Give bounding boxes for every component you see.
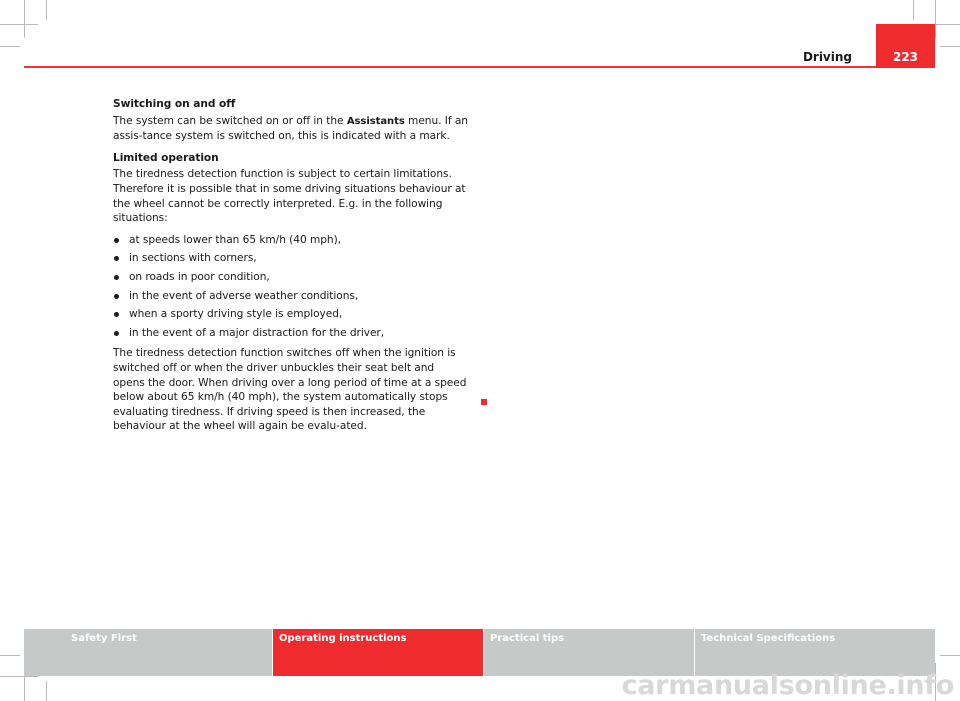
list-item: in the event of adverse weather conditions, bbox=[113, 289, 468, 304]
bullet-icon bbox=[114, 312, 119, 317]
page-content bbox=[113, 97, 468, 441]
crop-mark bbox=[24, 0, 25, 38]
crop-mark bbox=[940, 46, 960, 47]
heading-limited: Limited operation bbox=[113, 151, 219, 164]
footer-nav bbox=[24, 629, 935, 676]
paragraph-limited: The tiredness detection function is subject to certain limitations. Therefore it is possible that in some driving situations behaviour at the wheel cannot be correctly interpreted. E.g. in the following situations: bbox=[113, 168, 466, 225]
paragraph-final: The tiredness detection function switches off when the ignition is switched off or when the driver unbuckles their seat belt and opens the door. When driving over a long period of time at a speed below about 65 km/h (40 mph), the system automatically stops evaluating tiredness. If driving speed is then increased, the behaviour at the wheel will again be evalu-ated. bbox=[113, 347, 467, 433]
list-item: in sections with corners, bbox=[113, 251, 468, 266]
list-item: at speeds lower than 65 km/h (40 mph), bbox=[113, 233, 468, 248]
crop-mark bbox=[0, 676, 38, 677]
page-number-tab bbox=[876, 24, 935, 68]
crop-mark bbox=[0, 46, 20, 47]
crop-mark bbox=[940, 655, 960, 656]
watermark: carmanualsonline.info bbox=[621, 670, 954, 701]
page-number: 223 bbox=[892, 50, 919, 64]
crop-mark bbox=[913, 0, 914, 20]
heading-switching: Switching on and off bbox=[113, 98, 236, 110]
bullet-icon bbox=[114, 238, 119, 243]
bullet-icon bbox=[114, 275, 119, 280]
crop-mark bbox=[46, 0, 47, 20]
menu-term: Assistants bbox=[346, 115, 405, 127]
crop-mark bbox=[935, 0, 936, 38]
end-of-section-icon bbox=[481, 399, 487, 405]
situations-list bbox=[113, 233, 468, 341]
footer-tab-operating-instructions[interactable]: Operating instructions bbox=[273, 629, 484, 676]
list-item: in the event of a major distraction for the driver, bbox=[113, 326, 468, 341]
footer-tab-technical-specifications[interactable]: Technical Specifications bbox=[695, 629, 935, 676]
footer-tab-safety-first[interactable]: Safety First bbox=[24, 629, 273, 676]
list-item: when a sporty driving style is employed, bbox=[113, 307, 468, 322]
header-rule bbox=[24, 66, 876, 68]
section-title: Driving bbox=[802, 50, 852, 64]
paragraph-switching: The system can be switched on or off in the Assistants menu. If an assis-tance system is switched on, this is indicated with a mark. bbox=[113, 114, 468, 143]
bullet-icon bbox=[114, 294, 119, 299]
crop-mark bbox=[0, 24, 38, 25]
crop-mark bbox=[46, 681, 47, 701]
bullet-icon bbox=[114, 256, 119, 261]
list-item: on roads in poor condition, bbox=[113, 270, 468, 285]
footer-tab-practical-tips[interactable]: Practical tips bbox=[484, 629, 695, 676]
bullet-icon bbox=[114, 331, 119, 336]
crop-mark bbox=[0, 655, 20, 656]
